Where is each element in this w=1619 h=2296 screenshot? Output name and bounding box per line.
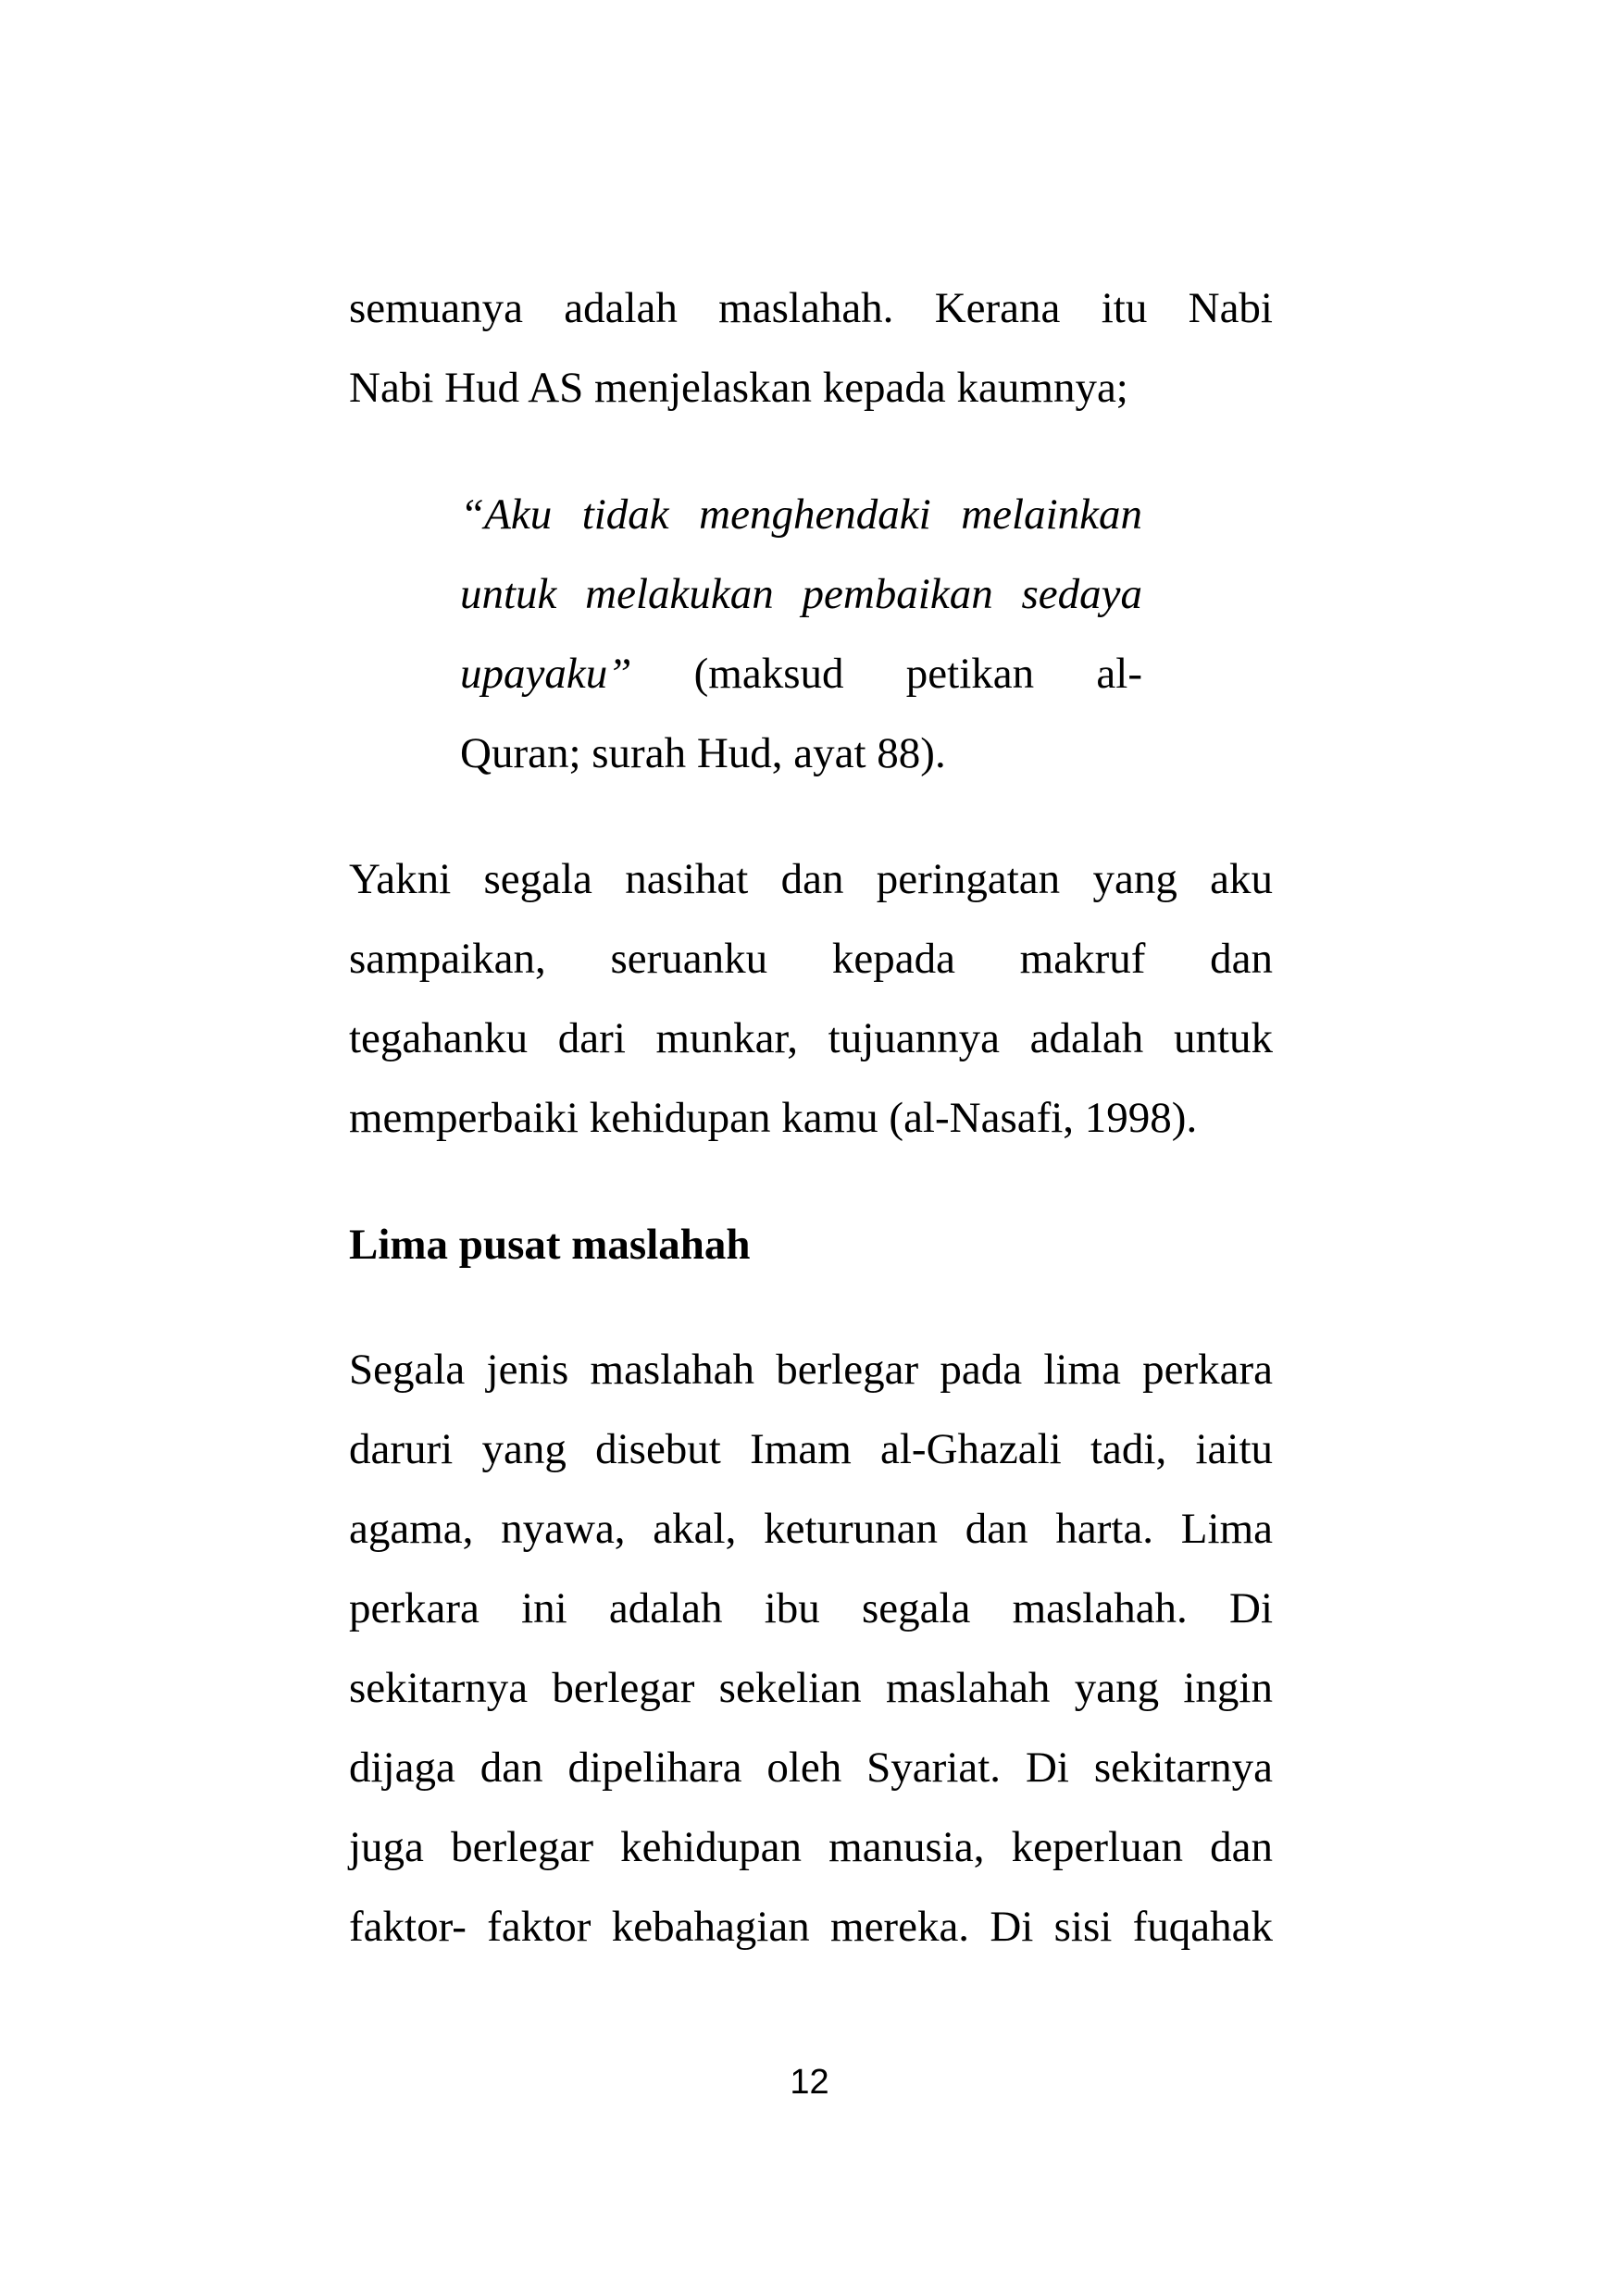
text-line: Segala jenis maslahah berlegar pada lima perkara xyxy=(349,1346,1273,1394)
text-line: Yakni segala nasihat dan peringatan yang aku xyxy=(349,855,1273,903)
text-line: faktor- faktor kebahagian mereka. Di sisi fuqahak xyxy=(349,1903,1273,1951)
text-line: daruri yang disebut Imam al-Ghazali tadi, iaitu xyxy=(349,1425,1273,1473)
text-line: sampaikan, seruanku kepada makruf dan xyxy=(349,935,1273,983)
quote-line: untuk melakukan pembaikan sedaya xyxy=(460,570,1142,618)
text-line: memperbaiki kehidupan kamu (al-Nasafi, 1998). xyxy=(349,1094,1198,1142)
text-line: sekitarnya berlegar sekelian maslahah yang ingin xyxy=(349,1664,1273,1712)
quote-line xyxy=(460,634,1142,714)
text-line: Nabi Hud AS menjelaskan kepada kaumnya; xyxy=(349,364,1128,412)
text-line: dijaga dan dipelihara oleh Syariat. Di sekitarnya xyxy=(349,1744,1273,1792)
quote-line: Quran; surah Hud, ayat 88). xyxy=(460,729,946,777)
text-line: semuanya adalah maslahah. Kerana itu Nabi xyxy=(349,284,1273,332)
page-number: 12 xyxy=(790,2063,829,2102)
text-line: juga berlegar kehidupan manusia, keperluan dan xyxy=(349,1823,1273,1871)
quote-line: “Aku tidak menghendaki melainkan xyxy=(460,490,1142,539)
text-line: agama, nyawa, akal, keturunan dan harta. Lima xyxy=(349,1505,1273,1553)
quote-line-italic: upayaku” xyxy=(460,650,632,698)
section-heading: Lima pusat maslahah xyxy=(349,1221,751,1269)
quote-citation: (maksud petikan al- xyxy=(693,650,1142,698)
text-line: perkara ini adalah ibu segala maslahah. Di xyxy=(349,1584,1273,1632)
text-line: tegahanku dari munkar, tujuannya adalah untuk xyxy=(349,1014,1273,1062)
